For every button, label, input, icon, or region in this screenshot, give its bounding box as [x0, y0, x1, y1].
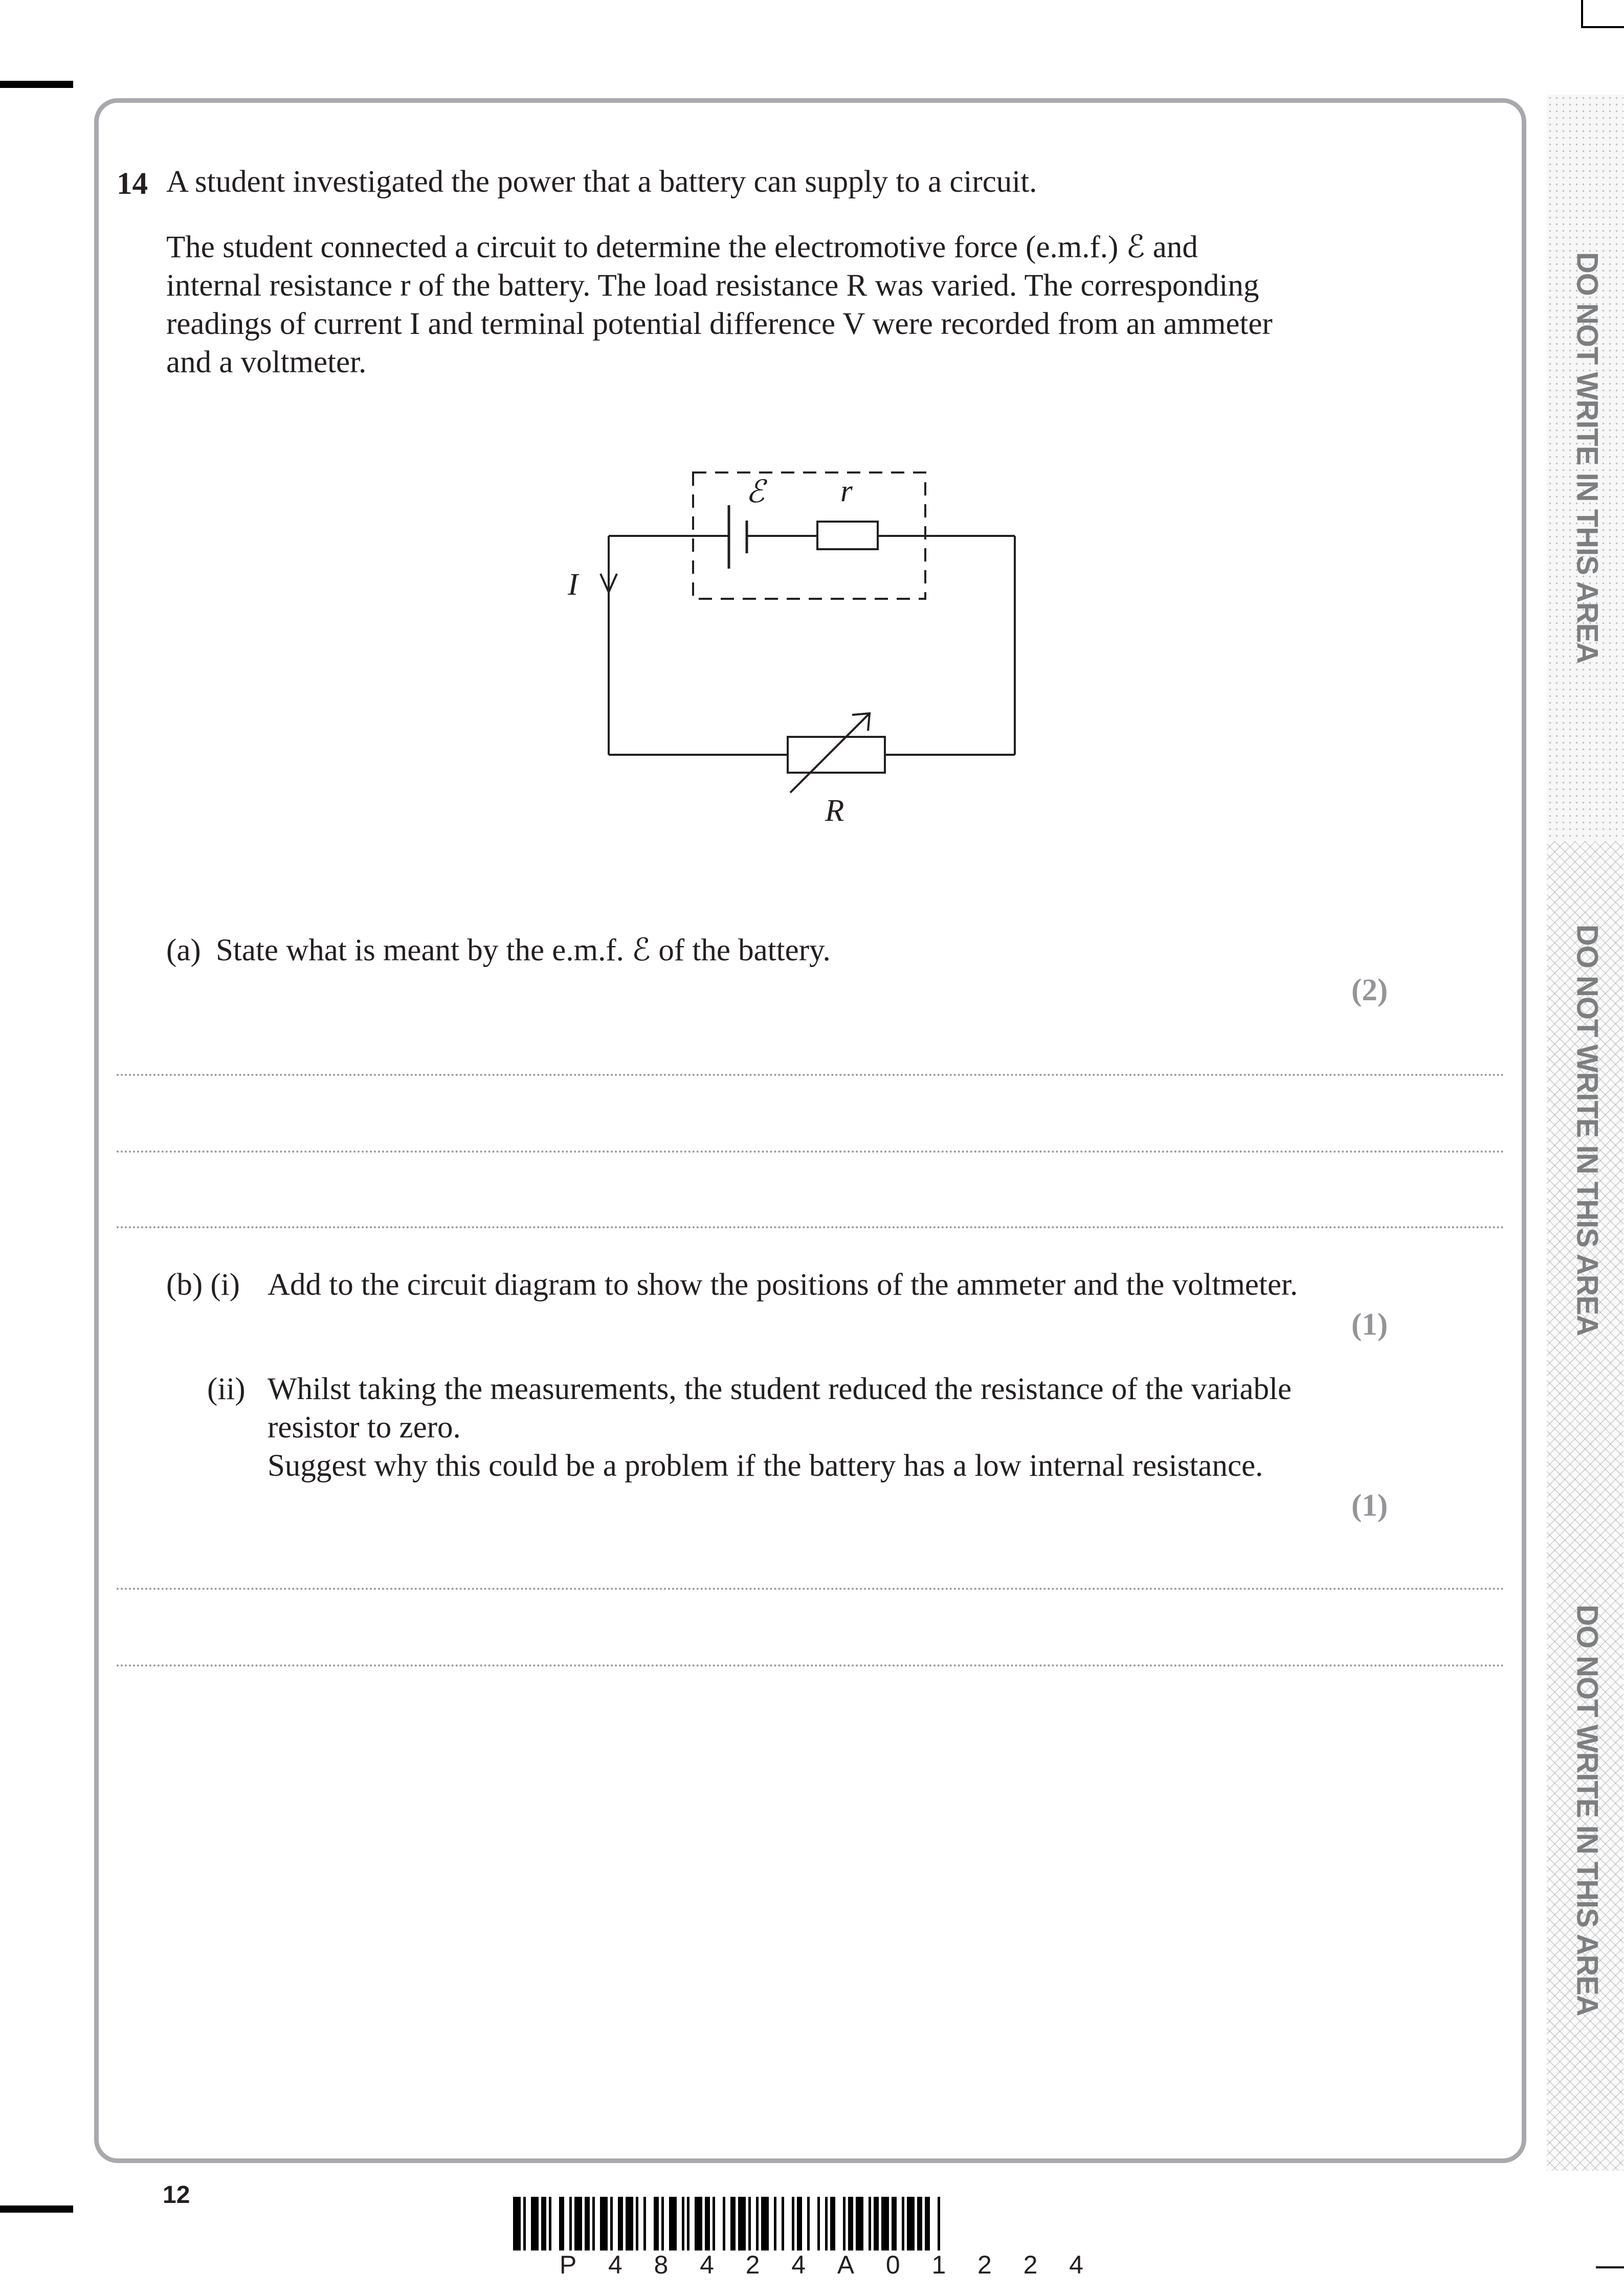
page-number: 12 [163, 2181, 190, 2209]
barcode-bar [643, 2197, 646, 2250]
barcode-char: 4 [1069, 2250, 1083, 2279]
barcode [513, 2197, 1130, 2250]
barcode-char: 2 [977, 2250, 992, 2279]
barcode-bar [881, 2197, 889, 2250]
barcode-bar [797, 2197, 802, 2250]
label-load-resistance: R [825, 794, 844, 828]
paragraph-line-4: and a voltmeter. [166, 345, 367, 379]
margin-warning-1: DO NOT WRITE IN THIS AREA [1570, 252, 1604, 664]
answer-line-b-1[interactable] [117, 1588, 1505, 1590]
registration-mark-top-left [0, 81, 73, 88]
barcode-bar [902, 2197, 904, 2250]
answer-line-a-2[interactable] [117, 1151, 1505, 1153]
answer-line-a-3[interactable] [117, 1226, 1505, 1228]
part-b-ii-marks: (1) [1351, 1489, 1388, 1523]
part-a-text: State what is meant by the e.m.f. ℰ of the battery. [216, 933, 831, 967]
barcode-bar [874, 2197, 879, 2250]
part-a-marks: (2) [1351, 973, 1388, 1007]
question-number: 14 [117, 167, 148, 201]
barcode-bar [541, 2197, 546, 2250]
barcode-bar [848, 2197, 853, 2250]
barcode-bar [626, 2197, 633, 2250]
barcode-char: A [837, 2250, 855, 2279]
barcode-bar [830, 2197, 835, 2250]
barcode-bar [523, 2197, 526, 2250]
barcode-bar [636, 2197, 638, 2250]
barcode-char: 8 [654, 2250, 669, 2279]
barcode-bar [782, 2197, 784, 2250]
barcode-bar [713, 2197, 715, 2250]
part-b-i-label: (b) (i) [166, 1268, 240, 1302]
barcode-char: 2 [745, 2250, 760, 2279]
barcode-bar [925, 2197, 930, 2250]
barcode-char: 4 [791, 2250, 806, 2279]
barcode-char: 1 [931, 2250, 946, 2279]
barcode-bar [705, 2197, 710, 2250]
barcode-bar [687, 2197, 689, 2250]
barcode-bar [723, 2197, 725, 2250]
part-b-i-text: Add to the circuit diagram to show the positions of the ammeter and the voltmeter. [268, 1268, 1298, 1302]
barcode-bar [654, 2197, 659, 2250]
barcode-bar [661, 2197, 664, 2250]
circuit-diagram[interactable] [552, 460, 1033, 839]
registration-mark-bottom-right [1596, 2266, 1624, 2268]
barcode-bar [907, 2197, 915, 2250]
barcode-char: 2 [1023, 2250, 1038, 2279]
barcode-bar [513, 2197, 521, 2250]
barcode-bar [756, 2197, 759, 2250]
barcode-bar [761, 2197, 769, 2250]
paragraph-line-1: The student connected a circuit to determine the electromotive force (e.m.f.) ℰ and [166, 230, 1198, 264]
barcode-bar [669, 2197, 677, 2250]
barcode-bar [569, 2197, 572, 2250]
label-emf: ℰ [746, 475, 765, 509]
internal-resistor [817, 522, 878, 549]
barcode-bar [892, 2197, 897, 2250]
barcode-bar [938, 2197, 940, 2250]
barcode-char: P [559, 2250, 577, 2279]
variable-arrow-shaft [790, 714, 869, 793]
barcode-bar [585, 2197, 590, 2250]
barcode-text [513, 2250, 1130, 2280]
label-current: I [568, 568, 579, 602]
barcode-char: 0 [885, 2250, 900, 2279]
label-internal-resistance: r [840, 474, 853, 508]
barcode-bar [748, 2197, 751, 2250]
barcode-bar [531, 2197, 539, 2250]
barcode-bar [792, 2197, 794, 2250]
barcode-bar [843, 2197, 846, 2250]
question-intro: A student investigated the power that a battery can supply to a circuit. [166, 165, 1037, 199]
barcode-bar [549, 2197, 551, 2250]
barcode-char: 4 [608, 2250, 622, 2279]
barcode-bar [559, 2197, 564, 2250]
part-b-ii-line-2: resistor to zero. [268, 1410, 461, 1445]
barcode-bar [869, 2197, 871, 2250]
barcode-bar [695, 2197, 702, 2250]
barcode-bar [825, 2197, 828, 2250]
barcode-bar [592, 2197, 595, 2250]
part-b-i-marks: (1) [1351, 1308, 1388, 1342]
barcode-bar [738, 2197, 746, 2250]
barcode-char: 4 [700, 2250, 714, 2279]
barcode-bar [774, 2197, 776, 2250]
barcode-bar [682, 2197, 684, 2250]
variable-resistor [788, 737, 885, 773]
barcode-bar [600, 2197, 608, 2250]
barcode-bar [618, 2197, 623, 2250]
barcode-bar [917, 2197, 922, 2250]
registration-mark-bottom-left [0, 2205, 73, 2213]
barcode-bar [807, 2197, 810, 2250]
part-b-ii-line-3: Suggest why this could be a problem if the battery has a low internal resistance. [268, 1449, 1263, 1483]
barcode-bar [730, 2197, 736, 2250]
margin-warning-2: DO NOT WRITE IN THIS AREA [1570, 924, 1604, 1336]
barcode-bar [610, 2197, 613, 2250]
part-b-ii-label: (ii) [207, 1372, 246, 1406]
barcode-bar [856, 2197, 863, 2250]
part-a-label: (a) [166, 933, 201, 967]
margin-warning-3: DO NOT WRITE IN THIS AREA [1570, 1604, 1604, 2016]
paragraph-line-2: internal resistance r of the battery. The load resistance R was varied. The corresponding [166, 268, 1259, 303]
part-b-ii-line-1: Whilst taking the measurements, the student reduced the resistance of the variable [268, 1372, 1292, 1406]
registration-mark-top-right-h [1583, 26, 1624, 28]
barcode-bar [574, 2197, 582, 2250]
answer-line-b-2[interactable] [117, 1664, 1505, 1667]
answer-line-a-1[interactable] [117, 1074, 1505, 1076]
paragraph-line-3: readings of current I and terminal potential difference V were recorded from an ammeter [166, 307, 1273, 341]
registration-mark-top-right [1581, 0, 1583, 28]
barcode-bar [817, 2197, 820, 2250]
question-frame [94, 98, 1526, 2163]
